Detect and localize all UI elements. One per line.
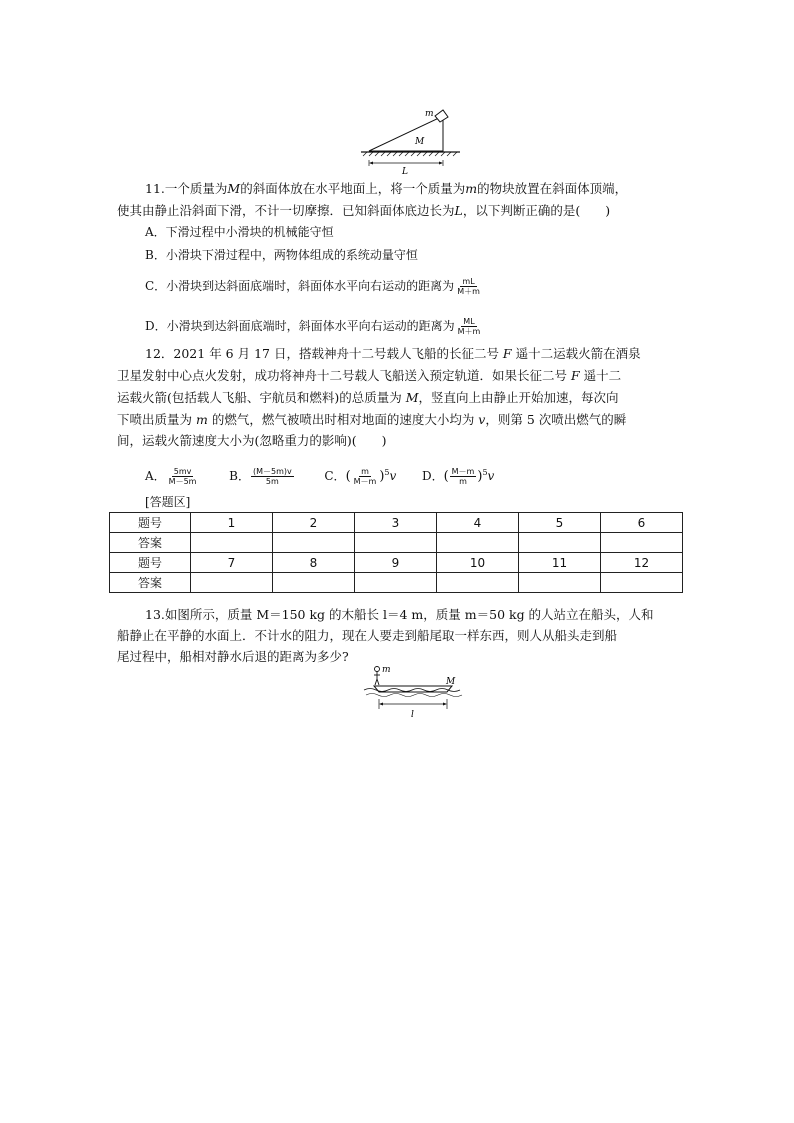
incline-L-label: L bbox=[402, 167, 408, 177]
q12-var-v: v bbox=[478, 412, 486, 427]
q12-var-F: F bbox=[570, 368, 580, 383]
row-label-answer: 答案 bbox=[110, 573, 191, 593]
question-number-cell: 6 bbox=[601, 513, 683, 533]
q11-option-d-fraction bbox=[456, 317, 483, 336]
q11-option-c-fraction bbox=[455, 277, 482, 296]
q12-option-a-label: A． bbox=[145, 469, 166, 483]
q11-stem-line2 bbox=[117, 203, 610, 219]
q12-text: ，竖直向上由静止开始加速，每次向 bbox=[418, 390, 619, 405]
question-number-cell: 10 bbox=[437, 553, 519, 573]
fraction-denominator: M－5m bbox=[168, 477, 197, 486]
boat-figure bbox=[362, 663, 466, 723]
q11-option-a: A．下滑过程中小滑块的机械能守恒 bbox=[145, 225, 334, 239]
q13-stem-line1: 13.如图所示，质量 M＝150 kg 的木船长 l＝4 m，质量 m＝50 kg 的人站立在船头，人和 bbox=[145, 607, 654, 622]
q11-text: 使其由静止沿斜面下滑，不计一切摩擦．已知斜面体底边长为 bbox=[117, 203, 455, 218]
q12-option-d-exponent: 5 bbox=[482, 468, 488, 477]
q13-stem-line3: 尾过程中，船相对静水后退的距离为多少? bbox=[117, 649, 349, 664]
q11-text: 的斜面体放在水平地面上，将一个质量为 bbox=[240, 181, 466, 196]
q12-stem-line1 bbox=[145, 346, 641, 362]
q12-option-a-fraction bbox=[167, 467, 199, 486]
q12-var-M: M bbox=[405, 390, 419, 405]
fraction-numerator: (M－5m)v bbox=[252, 467, 292, 476]
incline-figure bbox=[355, 100, 465, 178]
q13-stem-line2: 船静止在平静的水面上．不计水的阻力，现在人要走到船尾取一样东西，则人从船头走到船 bbox=[117, 628, 618, 643]
q12-option-c-fraction bbox=[352, 467, 379, 486]
q12-text: 遥十二运载火箭在酒泉 bbox=[511, 346, 641, 361]
fraction-denominator: M＋m bbox=[457, 327, 481, 336]
q12-stem-line4 bbox=[117, 412, 626, 428]
row-label-answer: 答案 bbox=[110, 533, 191, 553]
table-row bbox=[110, 533, 683, 553]
boat-M-label: M bbox=[446, 677, 456, 687]
fraction-numerator: M－m bbox=[451, 467, 475, 476]
q11-option-c bbox=[145, 277, 483, 296]
q12-option-d-fraction bbox=[450, 467, 477, 486]
q11-option-c-text: C．小滑块到达斜面底端时，斜面体水平向右运动的距离为 bbox=[145, 279, 455, 293]
q11-text: ，以下判断正确的是( ) bbox=[462, 203, 611, 218]
question-number-cell: 11 bbox=[519, 553, 601, 573]
question-number-cell: 2 bbox=[273, 513, 355, 533]
fraction-numerator: m bbox=[361, 467, 369, 476]
q12-text: 遥十二 bbox=[579, 368, 622, 383]
table-row bbox=[110, 553, 683, 573]
row-label-question-number: 题号 bbox=[110, 513, 191, 533]
answer-table bbox=[109, 512, 683, 593]
question-number-cell: 4 bbox=[437, 513, 519, 533]
fraction-denominator: m bbox=[459, 477, 467, 486]
answer-cell[interactable] bbox=[273, 533, 355, 553]
q12-text: 的燃气，燃气被喷出时相对地面的速度大小均为 bbox=[207, 412, 479, 427]
q12-stem-line5: 间，运载火箭速度大小为(忽略重力的影响)( ) bbox=[117, 433, 387, 448]
question-number-cell: 8 bbox=[273, 553, 355, 573]
q12-stem-line2 bbox=[117, 368, 621, 384]
answer-cell[interactable] bbox=[519, 573, 601, 593]
q12-var-m: m bbox=[195, 412, 208, 427]
incline-M-label: M bbox=[415, 137, 425, 147]
table-row bbox=[110, 573, 683, 593]
row-label-question-number: 题号 bbox=[110, 553, 191, 573]
q11-text: 的物块放置在斜面体顶端， bbox=[477, 181, 628, 196]
answer-cell[interactable] bbox=[437, 533, 519, 553]
answer-cell[interactable] bbox=[191, 533, 273, 553]
question-number-cell: 3 bbox=[355, 513, 437, 533]
q11-stem-line1 bbox=[145, 181, 627, 197]
fraction-denominator: M＋m bbox=[457, 287, 480, 296]
q12-text: 运载火箭(包括载人飞船、宇航员和燃料)的总质量为 bbox=[117, 390, 406, 405]
table-row bbox=[110, 513, 683, 533]
boat-m-label: m bbox=[382, 665, 391, 675]
q11-option-d-text: D．小滑块到达斜面底端时，斜面体水平向右运动的距离为 bbox=[145, 319, 455, 333]
fraction-numerator: 5mv bbox=[173, 467, 192, 476]
q12-var-F: F bbox=[502, 346, 512, 361]
fraction-numerator: ML bbox=[463, 317, 475, 326]
answer-cell[interactable] bbox=[519, 533, 601, 553]
q12-option-d-label: D． bbox=[421, 469, 444, 483]
fraction-denominator: M－m bbox=[353, 477, 377, 486]
q12-stem-line3 bbox=[117, 390, 619, 406]
q11-var-L: L bbox=[454, 203, 463, 218]
q11-option-b: B．小滑块下滑过程中，两物体组成的系统动量守恒 bbox=[145, 248, 418, 262]
answer-cell[interactable] bbox=[273, 573, 355, 593]
q12-text: 下喷出质量为 bbox=[117, 412, 196, 427]
answer-cell[interactable] bbox=[437, 573, 519, 593]
question-number-cell: 7 bbox=[191, 553, 273, 573]
answer-cell[interactable] bbox=[355, 533, 437, 553]
q12-text: 12．2021 年 6 月 17 日，搭载神舟十二号载人飞船的长征二号 bbox=[145, 346, 503, 361]
q12-text: 卫星发射中心点火发射，成功将神舟十二号载人飞船送入预定轨道．如果长征二号 bbox=[117, 368, 571, 383]
q11-option-d bbox=[145, 317, 483, 336]
q12-options: A． $\frac{5mv}{M-5m}$ B． $\frac{(M-5m)v}{5m}$ C．( $\frac{m}{M-m}$ )$^5$v D．( $\frac{M-m}{m}$ )$^5$v bbox=[145, 467, 495, 486]
q11-var-M: M bbox=[227, 181, 241, 196]
incline-m-label: m bbox=[425, 109, 434, 119]
question-number-cell: 5 bbox=[519, 513, 601, 533]
question-number-cell: 9 bbox=[355, 553, 437, 573]
question-number-cell: 1 bbox=[191, 513, 273, 533]
q12-option-d-v: v bbox=[487, 469, 495, 483]
answer-cell[interactable] bbox=[355, 573, 437, 593]
answer-cell[interactable] bbox=[191, 573, 273, 593]
q12-option-c-v: v bbox=[389, 469, 397, 483]
fraction-numerator: mL bbox=[462, 277, 475, 286]
q12-option-c-exponent: 5 bbox=[384, 468, 390, 477]
q11-text: 11.一个质量为 bbox=[145, 181, 228, 196]
boat-l-label: l bbox=[411, 710, 414, 720]
answer-cell[interactable] bbox=[601, 533, 683, 553]
q12-option-b-label: B． bbox=[229, 469, 250, 483]
question-number-cell: 12 bbox=[601, 553, 683, 573]
q11-var-m: m bbox=[465, 181, 478, 196]
fraction-denominator: 5m bbox=[265, 477, 279, 486]
q12-text: ，则第 5 次喷出燃气的瞬 bbox=[485, 412, 627, 427]
answer-cell[interactable] bbox=[601, 573, 683, 593]
q12-option-b-fraction bbox=[251, 467, 294, 486]
q12-option-c-label: C． bbox=[324, 469, 346, 483]
answer-area-title: [答题区] bbox=[145, 495, 191, 509]
